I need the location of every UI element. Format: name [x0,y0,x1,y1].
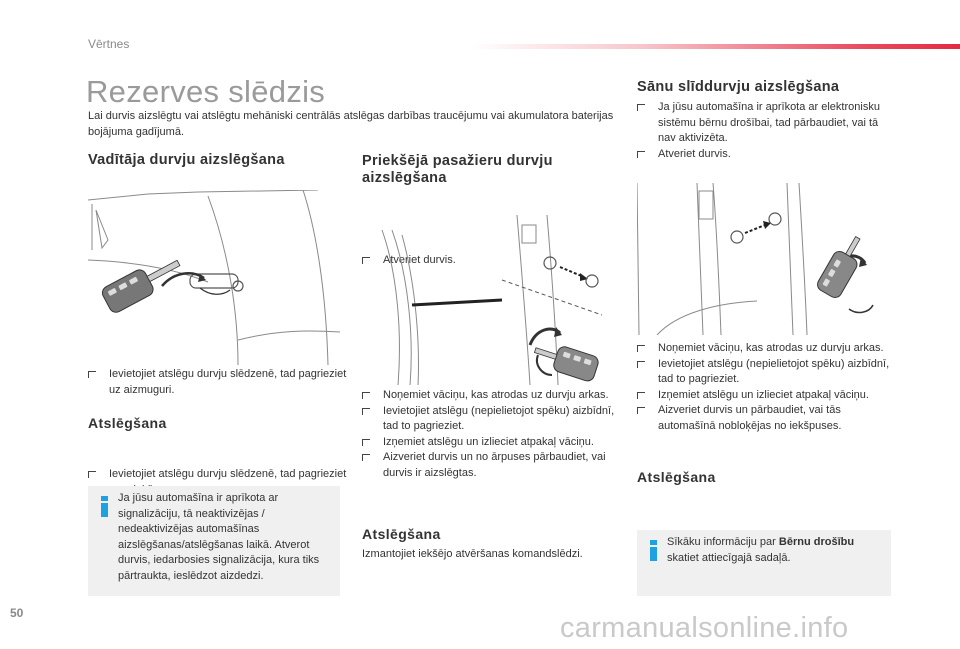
list-item: Ievietojiet atslēgu durvju slēdzenē, tad pagrieziet uz aizmuguri. [88,367,349,398]
bullet-arrow-icon [637,361,645,368]
bullet-arrow-icon [362,392,370,399]
driver-door-illustration [88,190,340,365]
info-box-alarm: Ja jūsu automašīna ir aprīkota ar signalizāciju, tā neaktivizējas / nedeaktivizējas automašīnas aizslēgšanas/atslēgšanas laikā. Atverot durvis, iedarbosies signalizācija, kura tiks pārtraukta, ieslēdzot aizdedzi. [88,486,340,596]
intro-text: Lai durvis aizslēgtu vai atslēgtu mehāniski centrālās atslēgas darbības traucējumu vai akumulatora baterijas bojājuma gadījumā. [88,110,614,138]
passenger-door-heading: Priekšējā pasažieru durvju aizslēgšana [362,153,553,186]
bullet-arrow-icon [88,371,96,378]
list-item: Izņemiet atslēgu un izlieciet atpakaļ vāciņu. [362,435,620,451]
bullet-arrow-icon [637,345,645,352]
info-icon [647,540,661,562]
list-item: Ievietojiet atslēgu (nepielietojot spēku) aizbīdnī, tad to pagrieziet. [637,357,897,388]
list-item: Ievietojiet atslēgu durvju slēdzenē, tad pagrieziet [88,467,349,498]
child-safety-reference: Bērnu drošību [778,536,855,548]
bullet-arrow-icon [88,471,96,478]
list-item: Izņemiet atslēgu un izlieciet atpakaļ vāciņu. [637,388,897,404]
bullet-arrow-icon [637,151,645,158]
list-item: Aizveriet durvis un pārbaudiet, vai tās automašīnā nobloķējas no iekšpuses. [637,403,897,434]
sliding-steps-list [637,341,897,434]
list-item: Noņemiet vāciņu, kas atrodas uz durvju arkas. [637,341,897,357]
list-item: Ievietojiet atslēgu (nepielietojot spēku) aizbīdnī, tad to pagrieziet. [362,404,620,435]
bullet-arrow-icon [637,392,645,399]
header-accent-bar [470,44,960,49]
info-box-child-safety [637,530,891,596]
info-text: Sīkāku informāciju par Bērnu drošību skatiet attiecīgajā sadaļā. [667,536,855,564]
passenger-door-illustration [362,215,614,385]
driver-door-heading: Vadītāja durvju aizslēgšana [88,152,285,168]
sliding-prep-list [637,100,892,162]
watermark: carmanualsonline.info [560,612,849,644]
unlock-heading: Atslēgšana [637,469,716,485]
unlock-text: Izmantojiet iekšējo atvēršanas komandslēdzi. [362,548,583,560]
bullet-arrow-icon [362,439,370,446]
list-item: Ja jūsu automašīna ir aprīkota ar elektronisku sistēmu bērnu drošībai, tad pārbaudiet, vai tā nav aktivizēta. [637,100,892,147]
section-title: Vērtnes [88,37,130,51]
page-number: 50 [10,606,24,620]
page-title: Rezerves slēdzis [86,74,326,109]
sliding-door-illustration [637,183,892,335]
info-icon [98,496,112,518]
sliding-door-heading: Sānu slīddurvju aizslēgšana [637,79,840,95]
passenger-steps-list [362,388,620,481]
list-item: Atveriet durvis. [637,147,892,163]
bullet-arrow-icon [362,408,370,415]
unlock-heading: Atslēgšana [362,526,441,542]
bullet-arrow-icon [637,407,645,414]
unlock-heading: Atslēgšana [88,415,167,431]
bullet-arrow-icon [637,104,645,111]
list-item: Atveriet durvis. [362,253,623,269]
bullet-arrow-icon [362,454,370,461]
list-item: Aizveriet durvis un no ārpuses pārbaudiet, vai durvis ir aizslēgtas. [362,450,620,481]
list-item: Noņemiet vāciņu, kas atrodas uz durvju arkas. [362,388,620,404]
